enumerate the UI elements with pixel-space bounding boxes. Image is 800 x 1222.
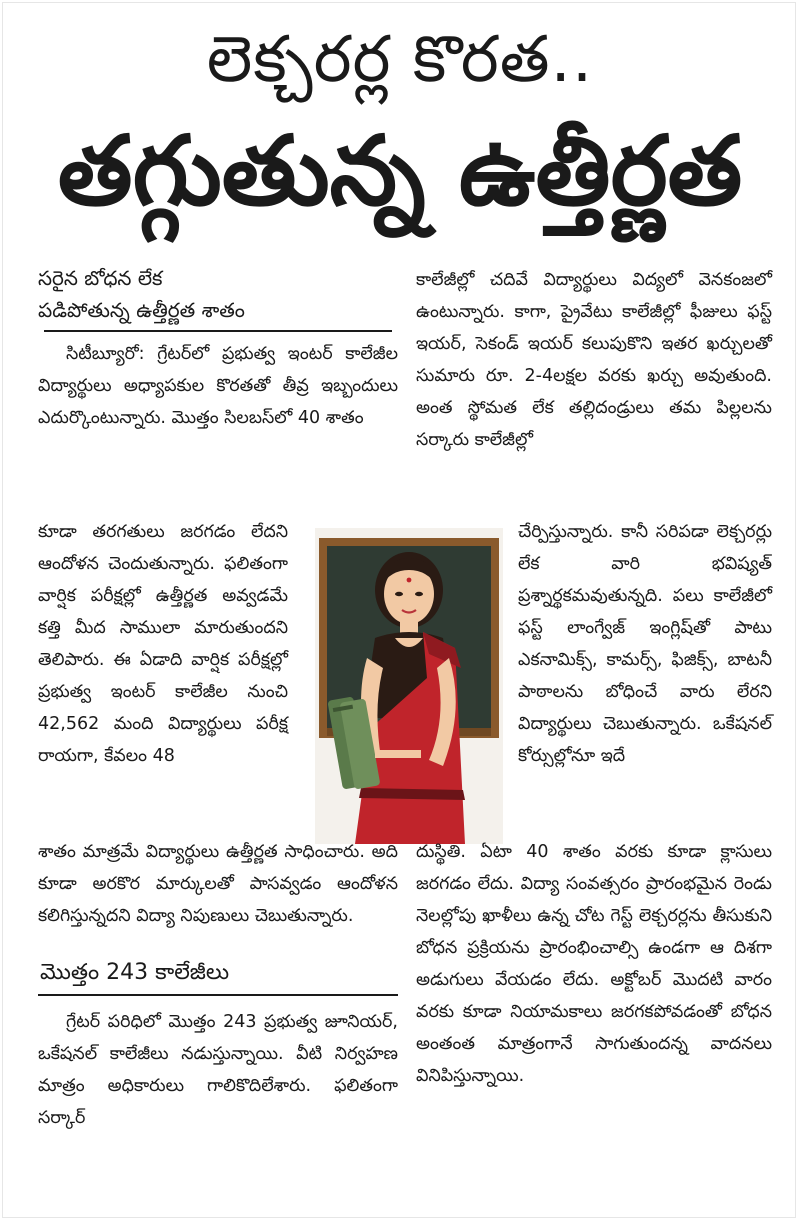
- section-heading-rule: [38, 994, 398, 996]
- teacher-illustration: [315, 528, 503, 844]
- subheading-rule: [44, 330, 392, 332]
- right-paragraph-wrap: చేర్పిస్తున్నారు. కానీ సరిపడా లెక్చరర్లు లేక వారి భవిష్యత్ ప్రశ్నార్థకమవుతున్నది. పలు కాలేజీలో ఫస్ట్ లాంగ్వేజ్ ఇంగ్లిష్‌తో పాటు ఎకనామిక్స్, కామర్స్, ఫిజిక్స్, బాటనీ పాఠాలను బోధించే వారు లేరని విద్యార్థులు చెబుతున్నారు. ఒకేషనల్ కోర్సుల్లోనూ ఇదే: [518, 522, 772, 766]
- left-paragraph-1-top: సిటీబ్యూరో: గ్రేటర్‌లో ప్రభుత్వ ఇంటర్ కాలేజీల విద్యార్థులు అధ్యాపకుల కొరతతో తీవ్ర ఇబ్బందులు ఎదుర్కొంటున్నారు. మొత్తం సిలబస్‌లో 40 శాతం: [38, 344, 398, 428]
- right-paragraph-top: కాలేజీల్లో చదివే విద్యార్థులు విద్యలో వెనకంజలో ఉంటున్నారు. కాగా, ప్రైవేటు కాలేజీల్లో ఫీజులు ఫస్ట్ ఇయర్, సెకండ్ ఇయర్ కలుపుకొని ఇతర ఖర్చులతో సుమారు రూ. 2-4లక్షల వరకు ఖర్చు అవుతుంది. అంత స్థోమత లేక తల్లిదండ్రులు తమ పిల్లలను సర్కారు కాలేజీల్లో: [416, 270, 772, 450]
- headline-line-1: లెక్చరర్ల కొరత..: [206, 23, 594, 97]
- headline-line-2: తగ్గుతున్న ఉత్తీర్ణత: [57, 115, 743, 227]
- left-paragraph-1-wrap: కూడా తరగతులు జరగడం లేదని ఆందోళన చెందుతున్నారు. ఫలితంగా వార్షిక పరీక్షల్లో ఉత్తీర్ణత అవ్వడమే కత్తి మీద సాములా మారుతుందని తెలిపారు. ఈ ఏడాది వార్షిక పరీక్షల్లో ప్రభుత్వ ఇంటర్ కాలేజీల నుంచి 42,562 మంది విద్యార్థులు పరీక్ష రాయగా, కేవలం 48: [38, 522, 288, 766]
- right-paragraph-bottom: దుస్థితి. ఏటా 40 శాతం వరకు కూడా క్లాసులు జరగడం లేదు. విద్యా సంవత్సరం ప్రారంభమైన రెండు నెలల్లోపు ఖాళీలు ఉన్న చోట గెస్ట్ లెక్చరర్లను తీసుకుని బోధన ప్రక్రియను ప్రారంభించాల్సి ఉండగా ఆ దిశగా అడుగులు వేయడం లేదు. అక్టోబర్ మొదటి వారం వరకు కూడా నియామకాలు జరగకపోవడంతో బోధన అంతంత మాత్రంగానే సాగుతుందన్న వాదనలు వినిపిస్తున్నాయి.: [416, 842, 772, 1086]
- section-heading: మొత్తం 243 కాలేజీలు: [40, 960, 230, 985]
- subheading-line-1: సరైన బోధన లేక: [38, 266, 163, 290]
- right-column-bottom: [416, 836, 772, 1092]
- subheading-line-2: పడిపోతున్న ఉత్తీర్ణత శాతం: [38, 298, 245, 322]
- left-column-bottom: [38, 836, 398, 1134]
- left-column-top: [38, 262, 398, 434]
- left-paragraph-2: గ్రేటర్ పరిధిలో మొత్తం 243 ప్రభుత్వ జూనియర్, ఒకేషనల్ కాలేజీలు నడుస్తున్నాయి. వీటి నిర్వహణ మాత్రం అధికారులు గాలికొదిలేశారు. ఫలితంగా సర్కార్: [38, 1012, 398, 1128]
- right-column-top: [416, 264, 772, 456]
- left-paragraph-1-bottom: శాతం మాత్రమే విద్యార్థులు ఉత్తీర్ణత సాధించారు. అది కూడా అరకొర మార్కులతో పాసవ్వడం ఆందోళన కలిగిస్తున్నదని విద్యా నిపుణులు చెబుతున్నారు.: [38, 842, 398, 926]
